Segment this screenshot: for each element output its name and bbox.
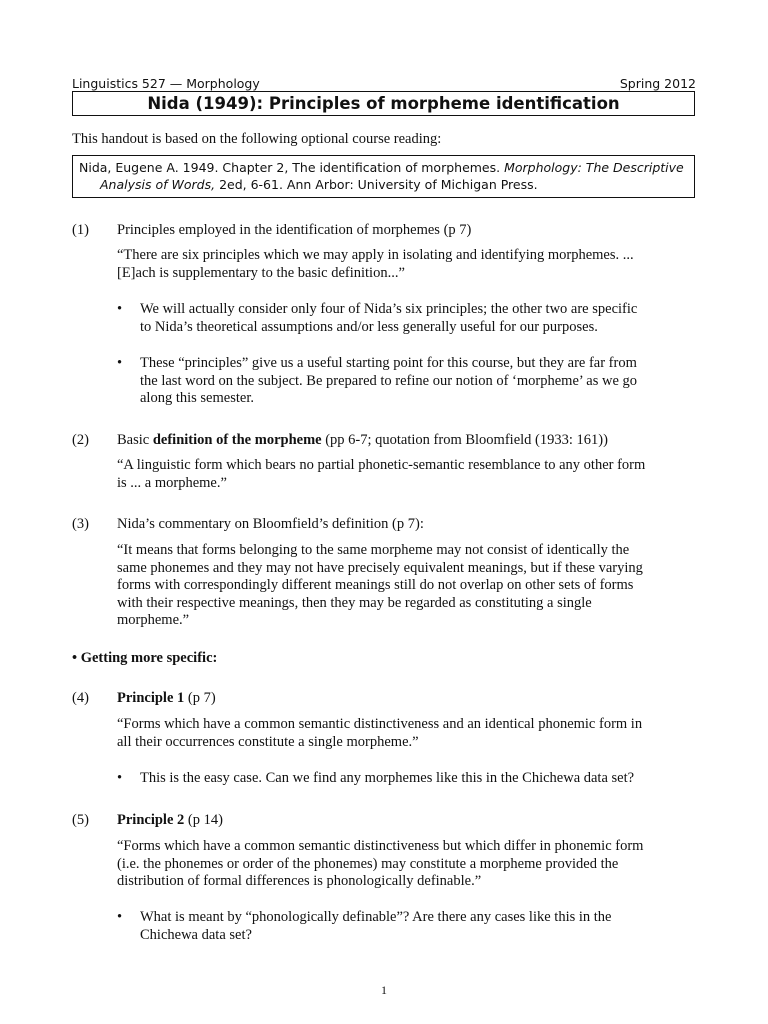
page-title: Nida (1949): Principles of morpheme identification [72,91,695,116]
item-4-bullet-1: This is the easy case. Can we find any morphemes like this in the Chichewa data set? [140,770,635,786]
item-2-quote [117,457,697,492]
quote-line: [E]ach is supplementary to the basic definition...” [117,264,405,281]
quote-line: same phonemes and they may not have precisely equivalent meanings, but if these varying [117,559,643,576]
quote-line: distribution of formal differences is phonologically definable.” [117,873,482,889]
quote-line: all their occurrences constitute a single morpheme.” [117,733,419,750]
reference-line-1 [79,159,688,176]
item-2-heading [117,432,697,450]
bullet-glyph: • [117,301,123,317]
heading-text: (p 7) [184,690,216,706]
quote-line: “A linguistic form which bears no partial phonetic-semantic resemblance to any other form [117,457,646,473]
quote-line: (i.e. the phonemes or order of the phonemes) may constitute a morpheme provided the [117,855,619,872]
heading-text: (p 14) [184,812,223,828]
bullet-line: along this semester. [140,390,254,406]
heading-text: (pp 6-7; quotation from Bloomfield (1933: 161)) [321,432,608,448]
heading-text: Basic [117,432,153,448]
course-name: Linguistics 527 — Morphology [72,76,260,91]
item-number-5: (5) [72,812,89,828]
item-1-heading: Principles employed in the identification of morphemes (p 7) [117,222,472,238]
term: Spring 2012 [619,76,696,91]
bullet-line: the last word on the subject. Be prepared to refine our notion of ‘morpheme’ as we go [140,372,638,389]
item-4-quote [117,716,697,751]
quote-line: morpheme.” [117,612,190,628]
bullet-glyph: • [117,770,123,786]
item-5-heading [117,812,697,830]
item-number-3: (3) [72,516,89,532]
quote-line: forms with correspondingly different meanings still do not overlap on other sets of forms [117,577,634,593]
reference-authors: Nida, Eugene A. 1949. Chapter 2, The identification of morphemes. [79,160,501,175]
heading-bold-text: Principle 2 [117,812,185,828]
reference-publication: 2ed, 6-61. Ann Arbor: University of Michigan Press. [219,177,538,192]
item-5-bullet-1 [140,909,696,944]
bullet-line: These “principles” give us a useful starting point for this course, but they are far from [140,355,637,371]
quote-line: “It means that forms belonging to the same morpheme may not consist of identically the [117,542,630,558]
item-1-bullet-2 [140,355,696,408]
bullet-line: What is meant by “phonologically definable”? Are there any cases like this in the [140,909,612,925]
section-heading: • Getting more specific: [72,650,218,666]
item-3-heading: Nida’s commentary on Bloomfield’s definition (p 7): [117,516,424,532]
item-1-quote [117,247,697,282]
bullet-line: We will actually consider only four of Nida’s six principles; the other two are specific [140,301,638,317]
page-number: 1 [381,983,387,997]
reference-line-2 [79,176,688,193]
bullet-line: to Nida’s theoretical assumptions and/or less generally useful for our purposes. [140,318,598,335]
item-number-4: (4) [72,690,89,706]
item-number-1: (1) [72,222,89,238]
reference-box [72,155,695,198]
bullet-glyph: • [117,355,123,371]
quote-line: with their respective meanings, then they may be regarded as constituting a single [117,594,592,611]
quote-line: “There are six principles which we may apply in isolating and identifying morphemes. ... [117,247,634,263]
intro-text: This handout is based on the following optional course reading: [72,131,442,147]
item-4-heading [117,690,697,708]
quote-line: “Forms which have a common semantic distinctiveness and an identical phonemic form in [117,716,643,732]
bullet-glyph: • [117,909,123,925]
item-3-quote [117,542,697,630]
item-1-bullet-1 [140,301,696,336]
quote-line: “Forms which have a common semantic distinctiveness but which differ in phonemic form [117,838,644,854]
heading-bold-text: definition of the morpheme [152,432,322,448]
heading-bold-text: Principle 1 [117,690,185,706]
bullet-line: Chichewa data set? [140,926,252,943]
item-number-2: (2) [72,432,89,448]
item-5-quote [117,838,697,891]
quote-line: is ... a morpheme.” [117,474,227,491]
reference-book-title-2: Analysis of Words, [100,177,216,192]
reference-book-title-1: Morphology: The Descriptive [504,160,684,175]
